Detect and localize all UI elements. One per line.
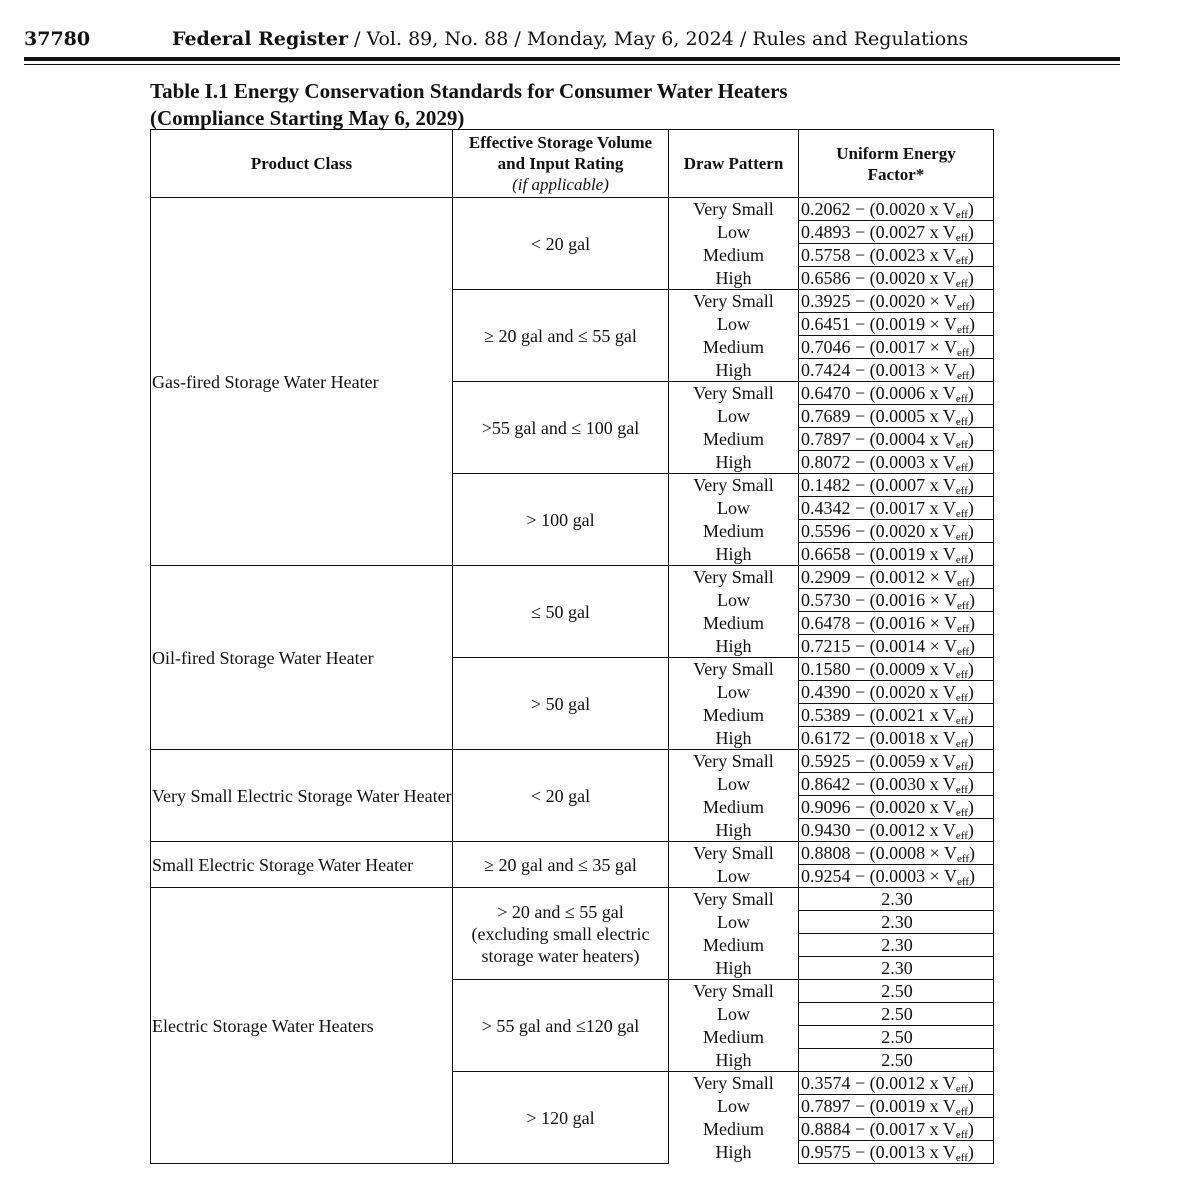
- uef-operator: x: [929, 199, 939, 219]
- uef-slope: 0.0019: [875, 1096, 926, 1116]
- draw-pattern-cell: Low: [669, 497, 799, 520]
- uef-cell: $0.7046 - (0.0017 \times V_{eff})$: [799, 336, 994, 359]
- uef-coefficient: 0.6172: [801, 728, 851, 748]
- uef-operator: x: [929, 1096, 939, 1116]
- volume-cell: < 20 gal: [453, 750, 669, 842]
- volume-cell: > 120 gal: [453, 1072, 669, 1164]
- uef-cell: 0.5389 − (0.0021 x $V_{eff}$): [799, 704, 994, 727]
- uef-slope: 0.0005: [875, 406, 926, 426]
- uef-coefficient: 0.1482: [801, 475, 851, 495]
- uef-coefficient: 0.3574: [801, 1073, 851, 1093]
- uef-operator: x: [929, 544, 939, 564]
- table-row: [151, 750, 994, 773]
- standards-table: [150, 129, 994, 1164]
- draw-pattern-cell: Medium: [669, 428, 799, 451]
- uef-coefficient: 0.5758: [801, 245, 851, 265]
- uef-slope: 0.0021: [875, 705, 926, 725]
- uef-coefficient: 0.5925: [801, 751, 851, 771]
- volume-header-line3: (if applicable): [512, 175, 609, 194]
- table-title: [150, 78, 788, 132]
- uef-cell: 0.1580 − (0.0009 x $V_{eff}$): [799, 658, 994, 681]
- draw-pattern-cell: Very Small: [669, 382, 799, 405]
- draw-pattern-cell: Medium: [669, 520, 799, 543]
- uef-operator: x: [929, 728, 939, 748]
- draw-pattern-cell: Low: [669, 221, 799, 244]
- table-title-line1: Table I.1 Energy Conservation Standards for Consumer Water Heaters: [150, 79, 788, 103]
- uef-coefficient: 0.8642: [801, 774, 851, 794]
- draw-pattern-cell: High: [669, 635, 799, 658]
- product-class-cell: Very Small Electric Storage Water Heater: [151, 750, 453, 842]
- uef-operator: x: [929, 1073, 939, 1093]
- uef-cell: 0.6586 − (0.0020 x $V_{eff}$): [799, 267, 994, 290]
- uef-slope: 0.0014: [875, 636, 926, 656]
- uef-cell: 0.6172 − (0.0018 x $V_{eff}$): [799, 727, 994, 750]
- volume-issue: Vol. 89, No. 88: [366, 28, 509, 50]
- draw-pattern-cell: Low: [669, 1003, 799, 1026]
- header-citation: Federal Register / Vol. 89, No. 88 / Monday, May 6, 2024 / Rules and Regulations: [172, 28, 969, 50]
- uef-coefficient: 0.7689: [801, 406, 851, 426]
- uef-cell: $0.7215 - (0.0014 \times V_{eff})$: [799, 635, 994, 658]
- uef-slope: 0.0027: [875, 222, 926, 242]
- uef-operator: x: [929, 797, 939, 817]
- draw-pattern-cell: Very Small: [669, 750, 799, 773]
- uef-slope: 0.0018: [875, 728, 926, 748]
- uef-cell: 0.9575 − (0.0013 x $V_{eff}$): [799, 1141, 994, 1164]
- uef-slope: 0.0003: [875, 452, 926, 472]
- uef-slope: 0.0016: [875, 590, 926, 610]
- uef-operator: x: [929, 820, 939, 840]
- draw-pattern-cell: Low: [669, 313, 799, 336]
- uef-operator: ×: [929, 314, 940, 334]
- uef-cell: $0.8808 - (0.0008 \times V_{eff})$: [799, 842, 994, 865]
- uef-cell: 0.9430 − (0.0012 x $V_{eff}$): [799, 819, 994, 842]
- volume-cell: > 20 and ≤ 55 gal (excluding small electric storage water heaters): [453, 888, 669, 980]
- uef-operator: x: [929, 245, 939, 265]
- uef-slope: 0.0020: [875, 291, 926, 311]
- volume-header-line2: and Input Rating: [497, 154, 624, 173]
- product-class-cell: Gas-fired Storage Water Heater: [151, 198, 453, 566]
- uef-slope: 0.0020: [875, 199, 926, 219]
- draw-pattern-cell: Medium: [669, 336, 799, 359]
- draw-pattern-cell: Low: [669, 865, 799, 888]
- uef-operator: x: [929, 774, 939, 794]
- uef-coefficient: 0.1580: [801, 659, 851, 679]
- uef-operator: ×: [929, 613, 940, 633]
- draw-pattern-cell: Very Small: [669, 198, 799, 221]
- uef-coefficient: 0.4342: [801, 498, 851, 518]
- uef-cell: $0.6451 - (0.0019 \times V_{eff})$: [799, 313, 994, 336]
- draw-pattern-cell: Very Small: [669, 658, 799, 681]
- product-class-cell: Oil-fired Storage Water Heater: [151, 566, 453, 750]
- draw-pattern-cell: Medium: [669, 796, 799, 819]
- uef-operator: ×: [929, 866, 940, 886]
- header-rule-thick: [24, 57, 1120, 61]
- uef-cell: 0.5758 − (0.0023 x $V_{eff}$): [799, 244, 994, 267]
- volume-cell: > 100 gal: [453, 474, 669, 566]
- uef-coefficient: 0.4893: [801, 222, 851, 242]
- col-header-draw-pattern: Draw Pattern: [669, 130, 799, 198]
- draw-pattern-cell: Very Small: [669, 842, 799, 865]
- draw-pattern-cell: Low: [669, 589, 799, 612]
- uef-header-line2: Factor*: [867, 164, 925, 184]
- uef-operator: ×: [929, 567, 940, 587]
- uef-cell: 0.5925 − (0.0059 x $V_{eff}$): [799, 750, 994, 773]
- draw-pattern-cell: Very Small: [669, 474, 799, 497]
- uef-slope: 0.0006: [875, 383, 926, 403]
- uef-header-line1: Uniform Energy: [836, 143, 956, 163]
- volume-cell: > 55 gal and ≤120 gal: [453, 980, 669, 1072]
- uef-cell: 0.5596 − (0.0020 x $V_{eff}$): [799, 520, 994, 543]
- volume-cell: < 20 gal: [453, 198, 669, 290]
- uef-slope: 0.0059: [875, 751, 926, 771]
- draw-pattern-cell: Low: [669, 405, 799, 428]
- uef-cell: 2.50: [799, 1026, 994, 1049]
- uef-cell: $0.5730 - (0.0016 \times V_{eff})$: [799, 589, 994, 612]
- uef-slope: 0.0019: [875, 544, 926, 564]
- uef-coefficient: 0.3925: [801, 291, 851, 311]
- draw-pattern-cell: Low: [669, 911, 799, 934]
- uef-cell: 0.6658 − (0.0019 x $V_{eff}$): [799, 543, 994, 566]
- uef-coefficient: 0.9430: [801, 820, 851, 840]
- draw-pattern-cell: Medium: [669, 704, 799, 727]
- uef-cell: $0.6478 - (0.0016 \times V_{eff})$: [799, 612, 994, 635]
- product-class-cell: Electric Storage Water Heaters: [151, 888, 453, 1164]
- uef-cell: 0.3574 − (0.0012 x $V_{eff}$): [799, 1072, 994, 1095]
- draw-pattern-cell: High: [669, 957, 799, 980]
- uef-slope: 0.0012: [875, 567, 926, 587]
- uef-slope: 0.0019: [875, 314, 926, 334]
- table-row: [151, 566, 994, 589]
- uef-coefficient: 0.5730: [801, 590, 851, 610]
- uef-slope: 0.0020: [875, 797, 926, 817]
- uef-coefficient: 0.9575: [801, 1142, 851, 1162]
- uef-cell: 0.6470 − (0.0006 x $V_{eff}$): [799, 382, 994, 405]
- uef-coefficient: 0.6451: [801, 314, 851, 334]
- page-number: 37780: [24, 28, 91, 50]
- uef-slope: 0.0016: [875, 613, 926, 633]
- uef-cell: 2.30: [799, 888, 994, 911]
- uef-slope: 0.0020: [875, 521, 926, 541]
- uef-coefficient: 0.5596: [801, 521, 851, 541]
- uef-operator: x: [929, 406, 939, 426]
- table-row: [151, 198, 994, 221]
- uef-operator: x: [929, 383, 939, 403]
- draw-pattern-cell: Low: [669, 773, 799, 796]
- uef-cell: 0.7689 − (0.0005 x $V_{eff}$): [799, 405, 994, 428]
- uef-operator: x: [929, 751, 939, 771]
- draw-pattern-cell: Medium: [669, 244, 799, 267]
- draw-pattern-cell: Low: [669, 681, 799, 704]
- uef-operator: x: [929, 705, 939, 725]
- uef-operator: ×: [929, 636, 940, 656]
- volume-cell: ≤ 50 gal: [453, 566, 669, 658]
- uef-cell: 2.50: [799, 1049, 994, 1072]
- uef-coefficient: 0.9254: [801, 866, 851, 886]
- uef-coefficient: 0.6586: [801, 268, 851, 288]
- uef-operator: x: [929, 1119, 939, 1139]
- uef-coefficient: 0.8884: [801, 1119, 851, 1139]
- product-class-cell: Small Electric Storage Water Heater: [151, 842, 453, 888]
- uef-coefficient: 0.6478: [801, 613, 851, 633]
- uef-operator: ×: [929, 360, 940, 380]
- uef-operator: x: [929, 429, 939, 449]
- draw-pattern-cell: Very Small: [669, 290, 799, 313]
- uef-coefficient: 0.2062: [801, 199, 851, 219]
- draw-pattern-cell: Very Small: [669, 566, 799, 589]
- uef-operator: x: [929, 682, 939, 702]
- uef-cell: 0.4893 − (0.0027 x $V_{eff}$): [799, 221, 994, 244]
- uef-slope: 0.0017: [875, 1119, 926, 1139]
- uef-cell: 0.1482 − (0.0007 x $V_{eff}$): [799, 474, 994, 497]
- uef-cell: 2.30: [799, 911, 994, 934]
- draw-pattern-cell: High: [669, 1049, 799, 1072]
- draw-pattern-cell: High: [669, 359, 799, 382]
- uef-cell: 0.7897 − (0.0019 x $V_{eff}$): [799, 1095, 994, 1118]
- draw-pattern-cell: Medium: [669, 934, 799, 957]
- uef-slope: 0.0017: [875, 337, 926, 357]
- section-name: Rules and Regulations: [752, 28, 969, 50]
- table-body: [151, 198, 994, 1164]
- draw-pattern-cell: High: [669, 451, 799, 474]
- uef-slope: 0.0008: [875, 843, 926, 863]
- table-header-row: [151, 130, 994, 198]
- uef-operator: ×: [929, 843, 940, 863]
- table-row: [151, 888, 994, 911]
- uef-coefficient: 0.9096: [801, 797, 851, 817]
- uef-slope: 0.0013: [875, 360, 926, 380]
- volume-cell: > 50 gal: [453, 658, 669, 750]
- uef-cell: 2.50: [799, 1003, 994, 1026]
- uef-coefficient: 0.5389: [801, 705, 851, 725]
- draw-pattern-cell: Medium: [669, 1118, 799, 1141]
- uef-slope: 0.0023: [875, 245, 926, 265]
- uef-operator: x: [929, 498, 939, 518]
- uef-cell: 0.8884 − (0.0017 x $V_{eff}$): [799, 1118, 994, 1141]
- uef-coefficient: 0.7897: [801, 1096, 851, 1116]
- draw-pattern-cell: Low: [669, 1095, 799, 1118]
- uef-cell: 0.8072 − (0.0003 x $V_{eff}$): [799, 451, 994, 474]
- uef-operator: x: [929, 222, 939, 242]
- uef-slope: 0.0030: [875, 774, 926, 794]
- uef-cell: $0.2909 - (0.0012 \times V_{eff})$: [799, 566, 994, 589]
- uef-operator: x: [929, 452, 939, 472]
- uef-operator: ×: [929, 337, 940, 357]
- uef-slope: 0.0007: [875, 475, 926, 495]
- uef-operator: x: [929, 268, 939, 288]
- uef-coefficient: 0.4390: [801, 682, 851, 702]
- publication-name: Federal Register: [172, 28, 349, 50]
- draw-pattern-cell: Very Small: [669, 1072, 799, 1095]
- volume-cell: ≥ 20 gal and ≤ 35 gal: [453, 842, 669, 888]
- col-header-volume: [453, 130, 669, 198]
- uef-coefficient: 0.7424: [801, 360, 851, 380]
- uef-coefficient: 0.8808: [801, 843, 851, 863]
- uef-operator: x: [929, 475, 939, 495]
- draw-pattern-cell: High: [669, 727, 799, 750]
- draw-pattern-cell: High: [669, 819, 799, 842]
- uef-slope: 0.0012: [875, 1073, 926, 1093]
- volume-cell: ≥ 20 gal and ≤ 55 gal: [453, 290, 669, 382]
- col-header-uef: [799, 130, 994, 198]
- draw-pattern-cell: High: [669, 543, 799, 566]
- uef-cell: 0.4342 − (0.0017 x $V_{eff}$): [799, 497, 994, 520]
- running-header: [24, 26, 1120, 56]
- uef-cell: $0.3925 - (0.0020 \times V_{eff})$: [799, 290, 994, 313]
- draw-pattern-cell: Very Small: [669, 888, 799, 911]
- uef-cell: $0.9254 - (0.0003 \times V_{eff})$: [799, 865, 994, 888]
- uef-operator: x: [929, 659, 939, 679]
- table-title-line2: (Compliance Starting May 6, 2029): [150, 106, 465, 130]
- uef-slope: 0.0013: [875, 1142, 926, 1162]
- uef-cell: 0.7897 − (0.0004 x $V_{eff}$): [799, 428, 994, 451]
- table-row: [151, 842, 994, 865]
- uef-coefficient: 0.2909: [801, 567, 851, 587]
- draw-pattern-cell: High: [669, 267, 799, 290]
- uef-slope: 0.0009: [875, 659, 926, 679]
- draw-pattern-cell: Medium: [669, 1026, 799, 1049]
- uef-coefficient: 0.7215: [801, 636, 851, 656]
- volume-header-line1: Effective Storage Volume: [468, 133, 653, 152]
- uef-cell: 0.4390 − (0.0020 x $V_{eff}$): [799, 681, 994, 704]
- draw-pattern-cell: Medium: [669, 612, 799, 635]
- uef-slope: 0.0020: [875, 682, 926, 702]
- draw-pattern-cell: Very Small: [669, 980, 799, 1003]
- draw-pattern-cell: High: [669, 1141, 799, 1164]
- uef-slope: 0.0020: [875, 268, 926, 288]
- uef-coefficient: 0.8072: [801, 452, 851, 472]
- uef-operator: x: [929, 521, 939, 541]
- volume-cell: >55 gal and ≤ 100 gal: [453, 382, 669, 474]
- uef-operator: ×: [929, 291, 940, 311]
- uef-coefficient: 0.6470: [801, 383, 851, 403]
- col-header-product-class: Product Class: [151, 130, 453, 198]
- uef-cell: 0.9096 − (0.0020 x $V_{eff}$): [799, 796, 994, 819]
- uef-cell: 0.8642 − (0.0030 x $V_{eff}$): [799, 773, 994, 796]
- uef-coefficient: 0.6658: [801, 544, 851, 564]
- uef-cell: 2.30: [799, 934, 994, 957]
- uef-operator: ×: [929, 590, 940, 610]
- uef-cell: 2.30: [799, 957, 994, 980]
- uef-slope: 0.0003: [875, 866, 926, 886]
- uef-slope: 0.0012: [875, 820, 926, 840]
- header-rule-thin: [24, 64, 1120, 65]
- uef-coefficient: 0.7897: [801, 429, 851, 449]
- uef-slope: 0.0004: [875, 429, 926, 449]
- uef-operator: x: [929, 1142, 939, 1162]
- issue-date: Monday, May 6, 2024: [526, 28, 734, 50]
- uef-cell: $0.7424 - (0.0013 \times V_{eff})$: [799, 359, 994, 382]
- uef-cell: 2.50: [799, 980, 994, 1003]
- uef-slope: 0.0017: [875, 498, 926, 518]
- uef-cell: 0.2062 − (0.0020 x $V_{eff}$): [799, 198, 994, 221]
- uef-coefficient: 0.7046: [801, 337, 851, 357]
